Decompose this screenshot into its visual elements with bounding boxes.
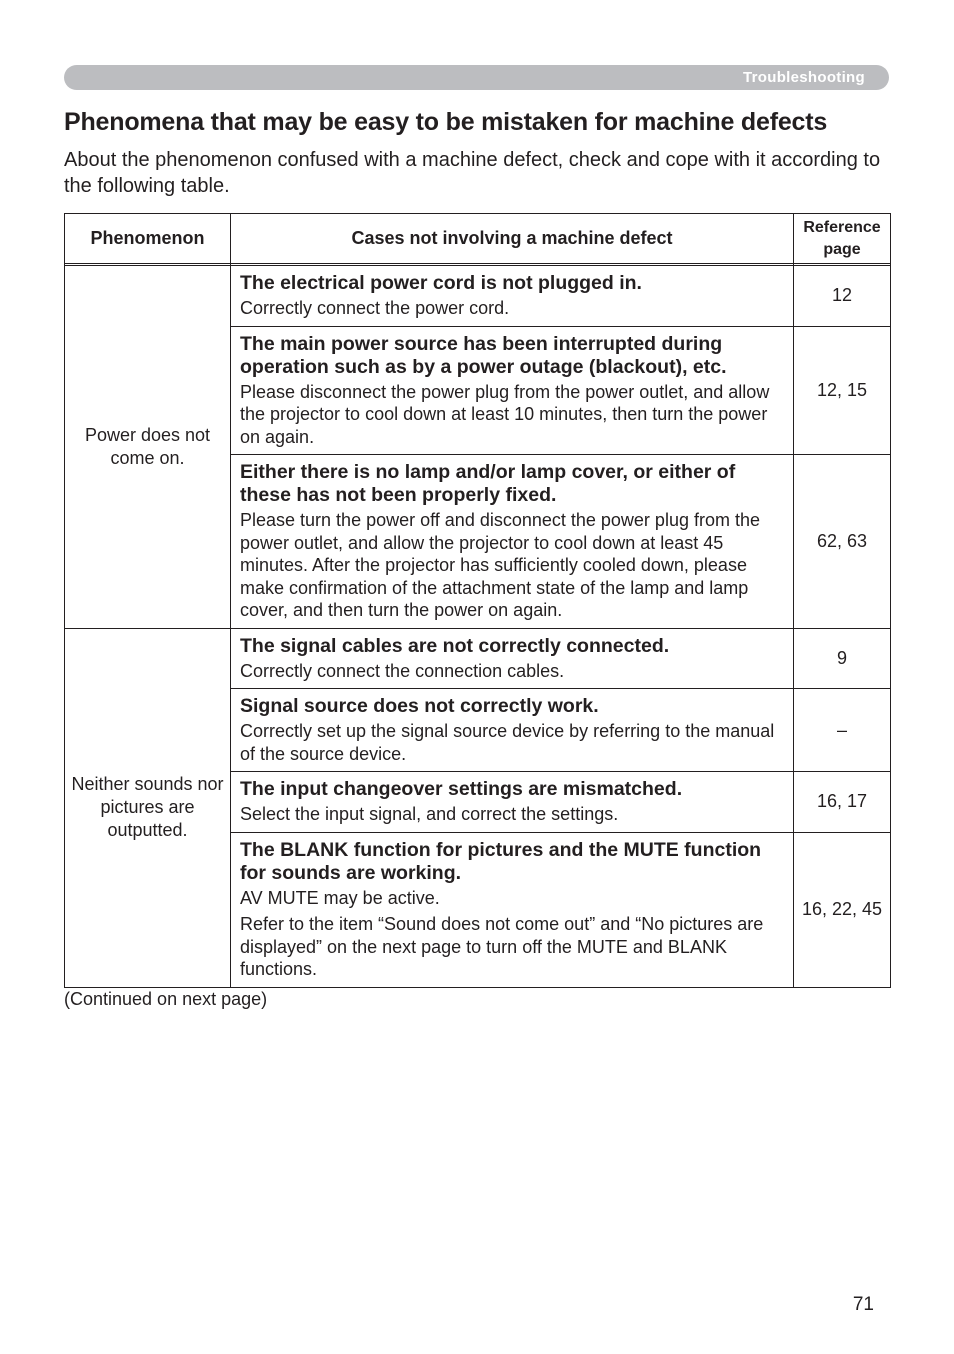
- case-description: Correctly connect the connection cables.: [240, 660, 565, 681]
- continued-note: (Continued on next page): [64, 989, 268, 1009]
- page-number: 71: [852, 1294, 874, 1315]
- table-row: [65, 266, 891, 327]
- case-cell: [231, 628, 794, 689]
- table-header-row: [65, 214, 891, 264]
- case-title: The BLANK function for pictures and the MUTE function for sounds are working.: [240, 838, 762, 884]
- reference-page-cell: 12: [794, 266, 891, 327]
- reference-page-cell: 16, 17: [794, 772, 891, 833]
- reference-page-cell: 62, 63: [794, 455, 891, 629]
- case-cell: [231, 266, 794, 327]
- reference-page-cell: 12, 15: [794, 326, 891, 455]
- case-title: The main power source has been interrupted during operation such as by a power outage (blackout), etc.: [240, 332, 727, 378]
- case-cell: [231, 689, 794, 772]
- case-title: The electrical power cord is not plugged in.: [240, 272, 642, 294]
- section-header-bar: [64, 65, 889, 90]
- case-cell: [231, 455, 794, 629]
- case-title: The signal cables are not correctly connected.: [240, 634, 670, 657]
- phenomenon-cell: Neither sounds nor pictures are outputted.: [65, 628, 231, 987]
- intro-paragraph: About the phenomenon confused with a machine defect, check and cope with it according to the following table.: [64, 149, 881, 197]
- header-phenomenon: Phenomenon: [65, 214, 231, 264]
- case-title: Either there is no lamp and/or lamp cover, or either of these has not been properly fixed.: [240, 461, 736, 506]
- case-cell: [231, 832, 794, 987]
- case-title: The input changeover settings are mismatched.: [240, 778, 683, 800]
- troubleshooting-table: [64, 213, 891, 988]
- header-reference-page: Reference page: [794, 214, 891, 264]
- page-title: Phenomena that may be easy to be mistaken for machine defects: [64, 108, 828, 136]
- reference-page-cell: –: [794, 689, 891, 772]
- reference-page-cell: 16, 22, 45: [794, 832, 891, 987]
- reference-page-cell: 9: [794, 628, 891, 689]
- case-cell: [231, 326, 794, 455]
- case-title: Signal source does not correctly work.: [240, 695, 599, 717]
- table-row: [65, 628, 891, 689]
- section-label: Troubleshooting: [743, 69, 865, 86]
- case-description: Select the input signal, and correct the settings.: [240, 804, 619, 824]
- case-description: Correctly connect the power cord.: [240, 298, 510, 318]
- case-cell: [231, 772, 794, 833]
- case-description: Please disconnect the power plug from the power outlet, and allow the projector to cool down at least 10 minutes, then turn the power on again.: [240, 381, 770, 447]
- case-description: Refer to the item “Sound does not come out” and “No pictures are displayed” on the next page to turn off the MUTE and BLANK functions.: [240, 914, 764, 979]
- phenomenon-cell: Power does not come on.: [65, 266, 231, 629]
- case-description: AV MUTE may be active.: [240, 887, 440, 908]
- header-cases: Cases not involving a machine defect: [231, 214, 794, 264]
- case-description: Please turn the power off and disconnect the power plug from the power outlet, and allow the projector to cool down at least 45 minutes. After the projector has sufficiently cooled down, please make confirmation of the attachment state of the lamp and lamp cover, and then turn the power on again.: [240, 510, 760, 620]
- case-description: Correctly set up the signal source device by referring to the manual of the source device.: [240, 721, 775, 764]
